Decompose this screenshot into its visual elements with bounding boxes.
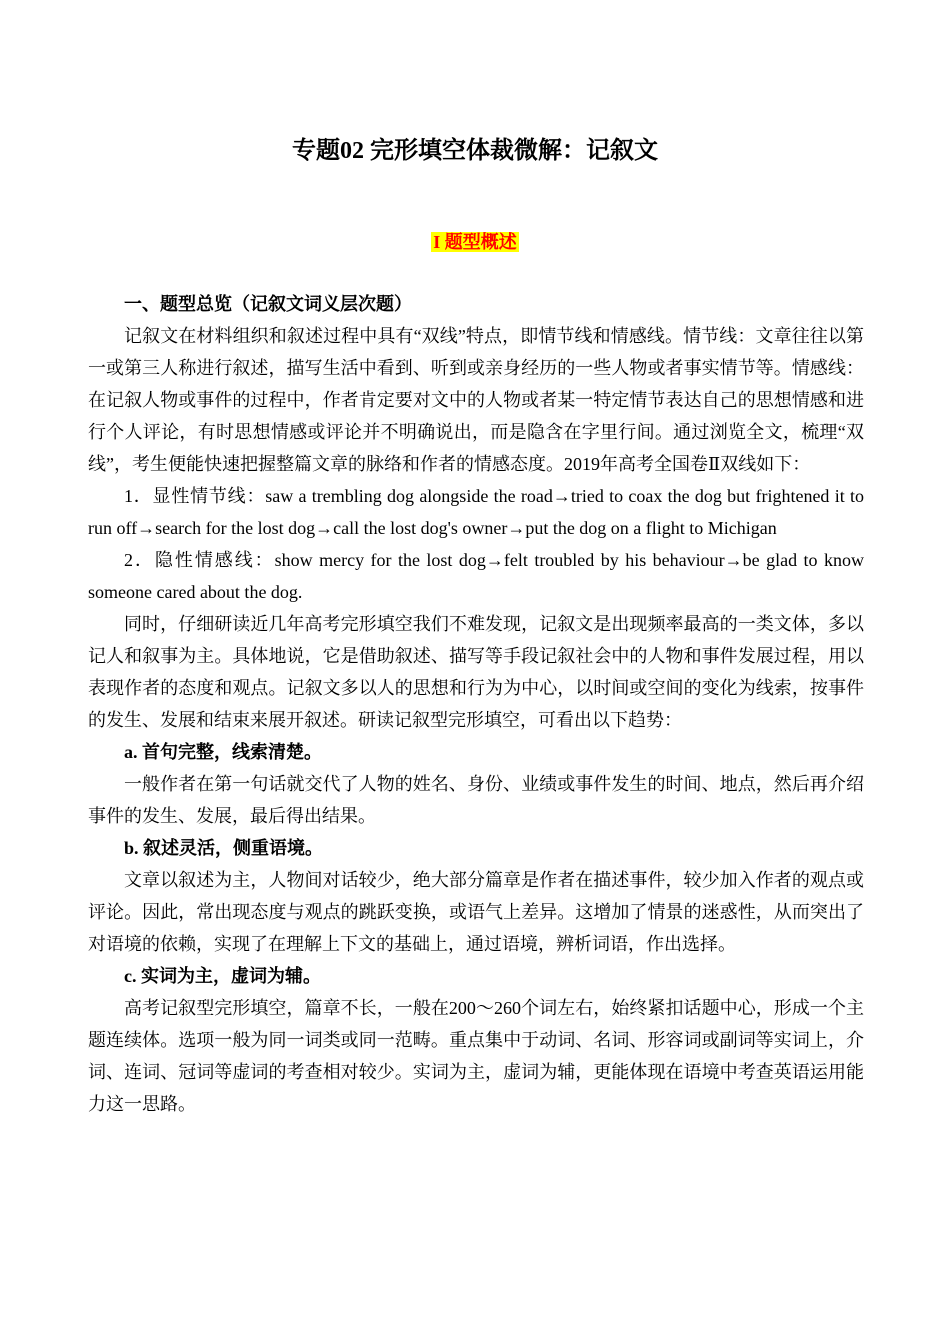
paragraph-emotion-line: 2．隐性情感线：show mercy for the lost dog→felt troubled by his behaviour→be glad to know someone cared about the dog. (88, 550, 864, 602)
paragraph-b: 文章以叙述为主，人物间对话较少，绝大部分篇章是作者在描述事件，较少加入作者的观点或评论。因此，常出现态度与观点的跳跃变换，或语气上差异。这增加了情景的迷惑性，从而突出了对语境的依赖，实现了在理解上下文的基础上，通过语境，辨析词语，作出选择。 (88, 870, 864, 954)
heading-overview: 一、题型总览（记叙文词义层次题） (124, 294, 412, 314)
paragraph-c: 高考记叙型完形填空，篇章不长，一般在200～260个词左右，始终紧扣话题中心，形成一个主题连续体。选项一般为同一词类或同一范畴。重点集中于动词、名词、形容词或副词等实词上，介词、连词、冠词等虚词的考查相对较少。实词为主，虚词为辅，更能体现在语境中考查英语运用能力这一思路。 (88, 998, 864, 1114)
subheading-b: b. 叙述灵活，侧重语境。 (124, 838, 324, 858)
document-body (88, 288, 864, 1120)
paragraph-plot-line: 1．显性情节线：saw a trembling dog alongside the road→tried to coax the dog but frightened it to run off→search for the lost dog→call the lost dog's owner→put the dog on a flight to Michigan (88, 486, 864, 538)
paragraph-a: 一般作者在第一句话就交代了人物的姓名、身份、业绩或事件发生的时间、地点，然后再介绍事件的发生、发展，最后得出结果。 (88, 774, 864, 826)
document-title: 专题02 完形填空体裁微解：记叙文 (292, 138, 658, 164)
section-heading-highlight: I 题型概述 (433, 232, 517, 252)
subheading-c: c. 实词为主，虚词为辅。 (124, 966, 321, 986)
paragraph-trend: 同时，仔细研读近几年高考完形填空我们不难发现，记叙文是出现频率最高的一类文体，多以记人和叙事为主。具体地说，它是借助叙述、描写等手段记叙社会中的人物和事件发展过程，用以表现作者的态度和观点。记叙文多以人的思想和行为为中心，以时间或空间的变化为线索，按事件的发生、发展和结束来展开叙述。研读记叙型完形填空，可看出以下趋势： (88, 614, 864, 730)
subheading-a: a. 首句完整，线索清楚。 (124, 742, 322, 762)
paragraph-intro: 记叙文在材料组织和叙述过程中具有“双线”特点，即情节线和情感线。情节线：文章往往以第一或第三人称进行叙述，描写生活中看到、听到或亲身经历的一些人物或者事实情节等。情感线：在记叙人物或事件的过程中，作者肯定要对文中的人物或者某一特定情节表达自己的思想情感和进行个人评论，有时思想情感或评论并不明确说出，而是隐含在字里行间。通过浏览全文，梳理“双线”，考生便能快速把握整篇文章的脉络和作者的情感态度。2019年高考全国卷Ⅱ双线如下： (88, 326, 864, 474)
section-heading (0, 228, 950, 255)
